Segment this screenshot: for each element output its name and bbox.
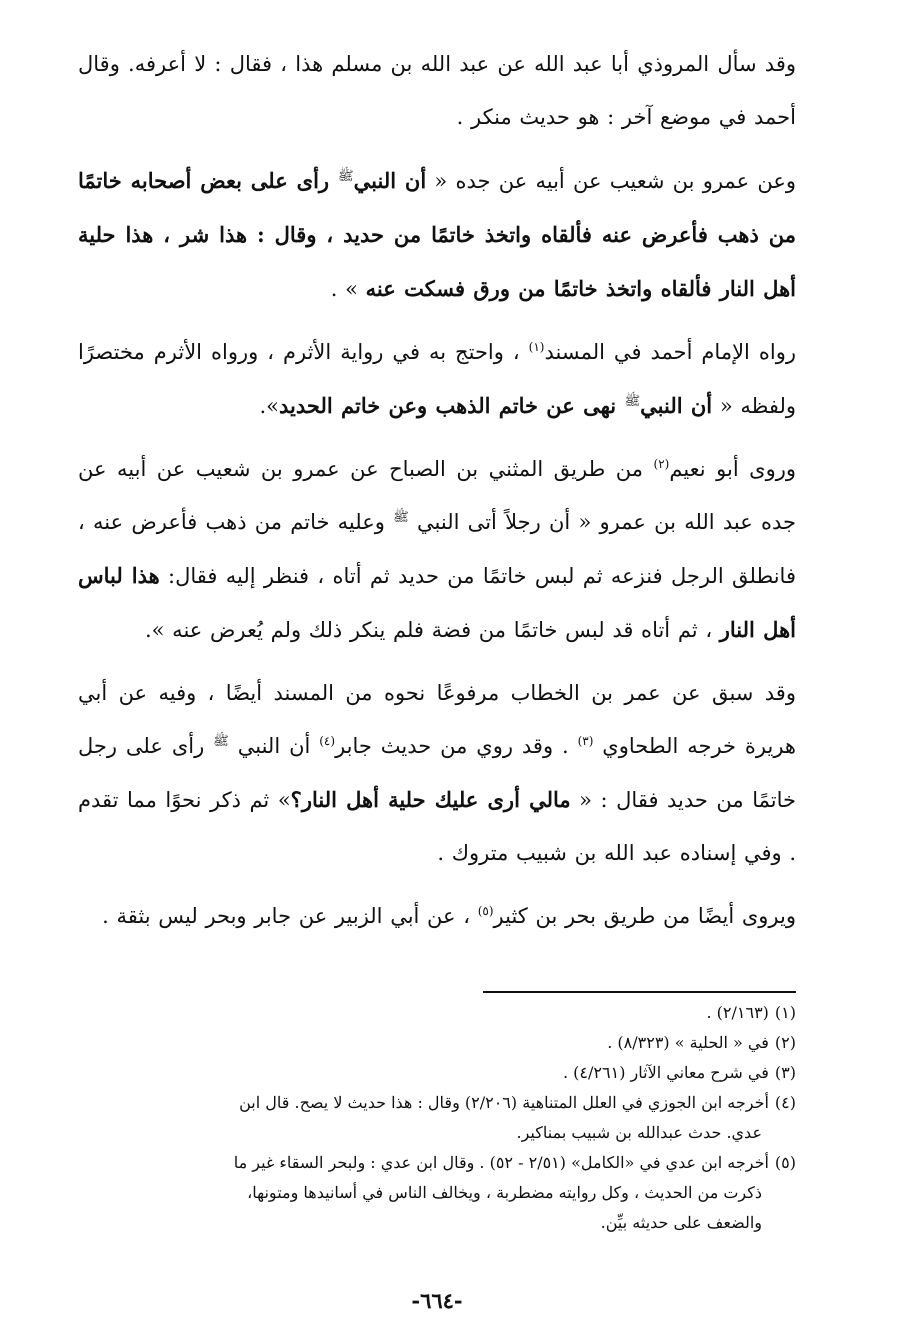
footnote-2 [78, 1028, 796, 1058]
paragraph-text: وعن عمرو بن شعيب عن أبيه عن جده « [426, 169, 796, 193]
footnote-text: والضعف على حديثه بيِّن. [600, 1213, 762, 1232]
footnote-text: ذكرت من الحديث ، وكل روايته مضطربة ، ويخالف الناس في أسانيدها ومتونها، [247, 1183, 762, 1202]
footnote-4-continuation [78, 1118, 796, 1148]
paragraph-3 [78, 326, 796, 433]
paragraph-text: » . [330, 277, 366, 301]
paragraph-6 [78, 890, 796, 943]
footnotes [78, 998, 796, 1238]
footnote-marker: (٥) [477, 904, 494, 918]
footnote-number: (٤) [774, 1093, 796, 1112]
paragraph-text: ، ثم أتاه قد لبس خاتمًا من فضة فلم ينكر ذلك ولم يُعرض عنه ». [144, 618, 720, 642]
paragraph-5 [78, 667, 796, 880]
paragraph-text: وروى أبو نعيم [669, 457, 796, 481]
footnote-5-continuation [78, 1208, 796, 1238]
footnote-4 [78, 1088, 796, 1118]
footnote-text: (٢/١٦٣) . [706, 1003, 769, 1022]
paragraph-text: » ثم ذكر نحوًا مما تقدم . وفي إسناده عبد الله بن شبيب متروك . [78, 788, 796, 865]
hadith-text-part: أن النبي [353, 168, 427, 193]
footnote-number: (٣) [774, 1063, 796, 1082]
footnote-marker: (٤) [319, 734, 336, 748]
footnote-1 [78, 998, 796, 1028]
paragraph-4 [78, 443, 796, 657]
footnote-text: في شرح معاني الآثار (٤/٢٦١) . [563, 1063, 769, 1082]
hadith-text [279, 393, 712, 418]
footnote-text: أخرجه ابن الجوزي في العلل المتناهية (٢/٢٠٦) وقال : هذا حديث لا يصح. قال ابن [239, 1093, 769, 1112]
page-number: -٦٦٤- [411, 1288, 463, 1313]
paragraph-text: من طريق المثني بن الصباح عن عمرو بن شعيب عن أبيه عن جده عبد الله بن عمرو « أن رجلاً أتى النبي [78, 457, 796, 534]
paragraph-text: أن النبي [228, 734, 320, 758]
footnote-5-continuation [78, 1178, 796, 1208]
salawat-glyph: ﷺ [213, 734, 229, 749]
footnote-divider [483, 991, 796, 993]
footnote-3 [78, 1058, 796, 1088]
hadith-text-part: نهى عن خاتم الذهب وعن خاتم الحديد [279, 393, 625, 418]
hadith-text-part: رأى على بعض أصحابه خاتمًا من ذهب فأعرض عنه فألقاه واتخذ خاتمًا من حديد ، وقال : هذا شر ، هذا حلية أهل النار فألقاه واتخذ خاتمًا من ورق فسكت عنه [78, 168, 796, 301]
paragraph-text: وقد سأل المروذي أبا عبد الله عن عبد الله بن مسلم هذا ، فقال : لا أعرفه. وقال أحمد في موضع آخر : هو حديث منكر . [78, 52, 796, 129]
paragraph-2 [78, 154, 796, 316]
footnote-number: (٥) [774, 1153, 796, 1172]
paragraph-text: ». [259, 394, 280, 418]
hadith-text-part: أن النبي [640, 393, 713, 418]
salawat-glyph: ﷺ [393, 510, 409, 525]
hadith-text: هذا لباس أهل النار [78, 563, 796, 642]
footnote-5 [78, 1148, 796, 1178]
footnote-number: (٢) [774, 1033, 796, 1052]
paragraph-text: ويروى أيضًا من طريق بحر بن كثير [493, 904, 796, 928]
footnote-text: عدي. حدث عبدالله بن شبيب بمناكير. [516, 1123, 762, 1142]
paragraph-text: رأى على رجل خاتمًا من حديد فقال : « [78, 734, 796, 812]
paragraph-text: ، واحتج به في رواية الأثرم ، ورواه الأثرم مختصرًا ولفظه « [78, 340, 796, 418]
footnote-text: في « الحلية » (٨/٣٢٣) . [607, 1033, 769, 1052]
paragraph-text: وقد سبق عن عمر بن الخطاب مرفوعًا نحوه من المسند أيضًا ، وفيه عن أبي هريرة خرجه الطحاوي [78, 681, 797, 758]
footnote-number: (١) [774, 1003, 796, 1022]
page-body [78, 38, 797, 1313]
hadith-text: مالي أرى عليك حلية أهل النار؟ [290, 787, 571, 812]
paragraph-text: رواه الإمام أحمد في المسند [544, 340, 796, 364]
salawat-glyph: ﷺ [624, 394, 641, 409]
footnote-marker: (٢) [653, 457, 670, 471]
paragraph-1 [78, 38, 796, 144]
paragraph-text: وعليه خاتم من ذهب فأعرض عنه ، فانطلق الرجل فنزعه ثم لبس خاتمًا من حديد ثم أتاه ، فنظر إليه فقال: [78, 510, 796, 588]
salawat-glyph: ﷺ [337, 169, 354, 184]
footnote-text: أخرجه ابن عدي في «الكامل» (٢/٥١ - ٥٢) . وقال ابن عدي : ولبحر السقاء غير ما [233, 1153, 769, 1172]
footnote-marker: (٣) [577, 734, 594, 748]
paragraph-text: . وقد روي من حديث جابر [335, 734, 578, 758]
paragraph-text: ، عن أبي الزبير عن جابر وبحر ليس بثقة . [102, 904, 478, 928]
footnote-marker: (١) [528, 340, 545, 354]
